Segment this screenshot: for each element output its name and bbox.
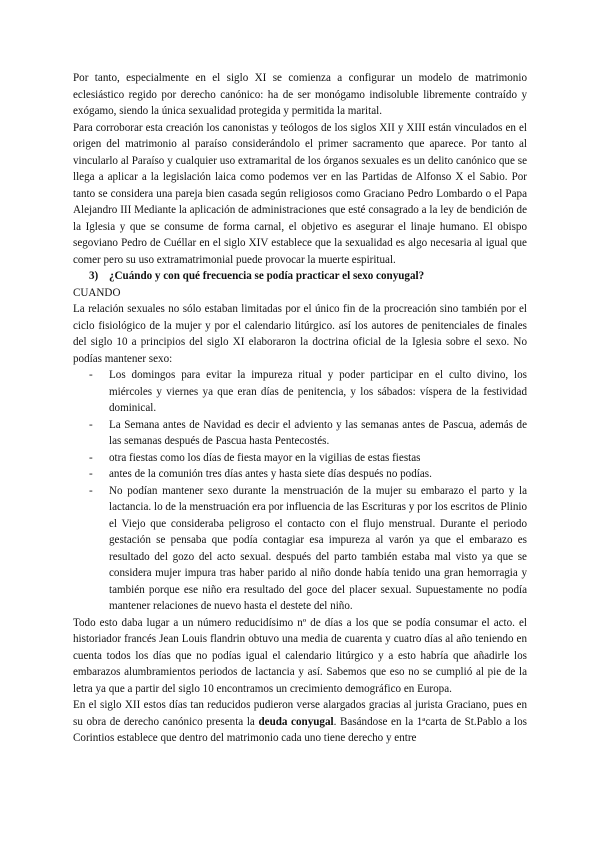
deuda-conyugal-term: deuda conyugal [258, 715, 334, 728]
list-item: - otra fiestas como los días de fiesta mayor en la vigilias de estas fiestas [73, 450, 527, 467]
paragraph-graciano [73, 697, 527, 747]
paragraph-canonistas: Para corroborar esta creación los canonistas y teólogos de los siglos XII y XIII están vinculados en el origen del matrimonio al paraíso considerándolo el primer sacramento que aparece. Por tanto al vincularlo al Paraíso y cualquier uso extramarital de los órganos sexuales es un delito canónico que se llega a aplicar a la legislación laica como podemos ver en las Partidas de Alfonso X el Sabio. Por tanto se considera una pareja bien casada según religiosos como Graciano Pedro Lombardo o el Papa Alejandro III Mediante la aplicación de administraciones que esté consagrado a la ley de bendición de la Iglesia y que se consume de forma carnal, el objetivo es asegurar el linaje humano. El obispo segoviano Pedro de Cuéllar en el siglo XIV establece que la sexualidad es algo necesaria al igual que comer pero su uso extramatrimonial puede provocar la muerte espiritual. [73, 121, 527, 266]
document-page [73, 70, 527, 747]
list-item: - Los domingos para evitar la impureza ritual y poder participar en el culto divino, los miércoles y viernes ya que eran días de penitencia, y los sábados: víspera de la festividad dominical. [73, 367, 527, 417]
paragraph-matrimonio: Por tanto, especialmente en el siglo XI se comienza a configurar un modelo de matrimonio eclesiástico regido por derecho canónico: ha de ser monógamo indisoluble libremente contraído y exógamo, siendo la única sexualidad protegida y permitida la marital. [73, 72, 527, 117]
section-number: 3) [89, 270, 99, 282]
graciano-text-end: . Basándose en la 1ªcarta de St.Pablo a los Corintios establece que dentro del matrimonio cada uno tiene derecho y entre [73, 715, 528, 744]
section-heading [73, 268, 527, 285]
subheading-cuando: CUANDO [73, 286, 121, 299]
paragraph-dias: Todo esto daba lugar a un número reducidísimo nº de días a los que se podía consumar el acto. el historiador francés Jean Louis flandrin obtuvo una media de cuarenta y cuatro días al año teniendo en cuenta todos los días que no podías igual el calendario litúrgico y a esto habría que añadirle los embarazos alumbramientos periodos de lactancia y así. Sabemos que eso no se cumplió al pie de la letra ya que a partir del siglo 10 encontramos un crecimiento demográfico en Europa. [73, 616, 527, 695]
paragraph-intro: La relación sexuales no sólo estaban limitadas por el único fin de la procreación sino también por el ciclo fisiológico de la mujer y por el calendario litúrgico. así los autores de penitenciales de finales del siglo 10 a principios del siglo XI elaboraron la doctrina oficial de la Iglesia sobre el sexo. No podías mantener sexo: [73, 303, 527, 365]
section-title: ¿Cuándo y con qué frecuencia se podía practicar el sexo conyugal? [109, 270, 425, 282]
graciano-text-start: En el siglo XII estos días tan reducidos pudieron verse alargados gracias al jurista Graciano, pues en su obra de derecho canónico presenta la [73, 699, 527, 728]
list-item: - No podían mantener sexo durante la menstruación de la mujer su embarazo el parto y la lactancia. lo de la menstruación era por influencia de las Escrituras y por los escritos de Plinio el Viejo que consideraba peligroso el contacto con el flujo menstrual. Durante el periodo gestación se pensaba que podía contagiar esa impureza al varón ya que el embarazo es resultado del gozo del acto sexual. después del parto también estaba mal visto ya que se considera mujer impura tras haber parido al niño donde había tenido una gran hemorragia y también porque ese niño era resultado del goce del placer sexual. Supuestamente no podía mantener relaciones de nuevo hasta el destete del niño. [73, 483, 527, 615]
list-item: - antes de la comunión tres días antes y hasta siete días después no podías. [73, 466, 527, 483]
restrictions-list [73, 367, 527, 615]
list-item: - La Semana antes de Navidad es decir el adviento y las semanas antes de Pascua, además de las semanas después de Pascua hasta Pentecostés. [73, 417, 527, 450]
